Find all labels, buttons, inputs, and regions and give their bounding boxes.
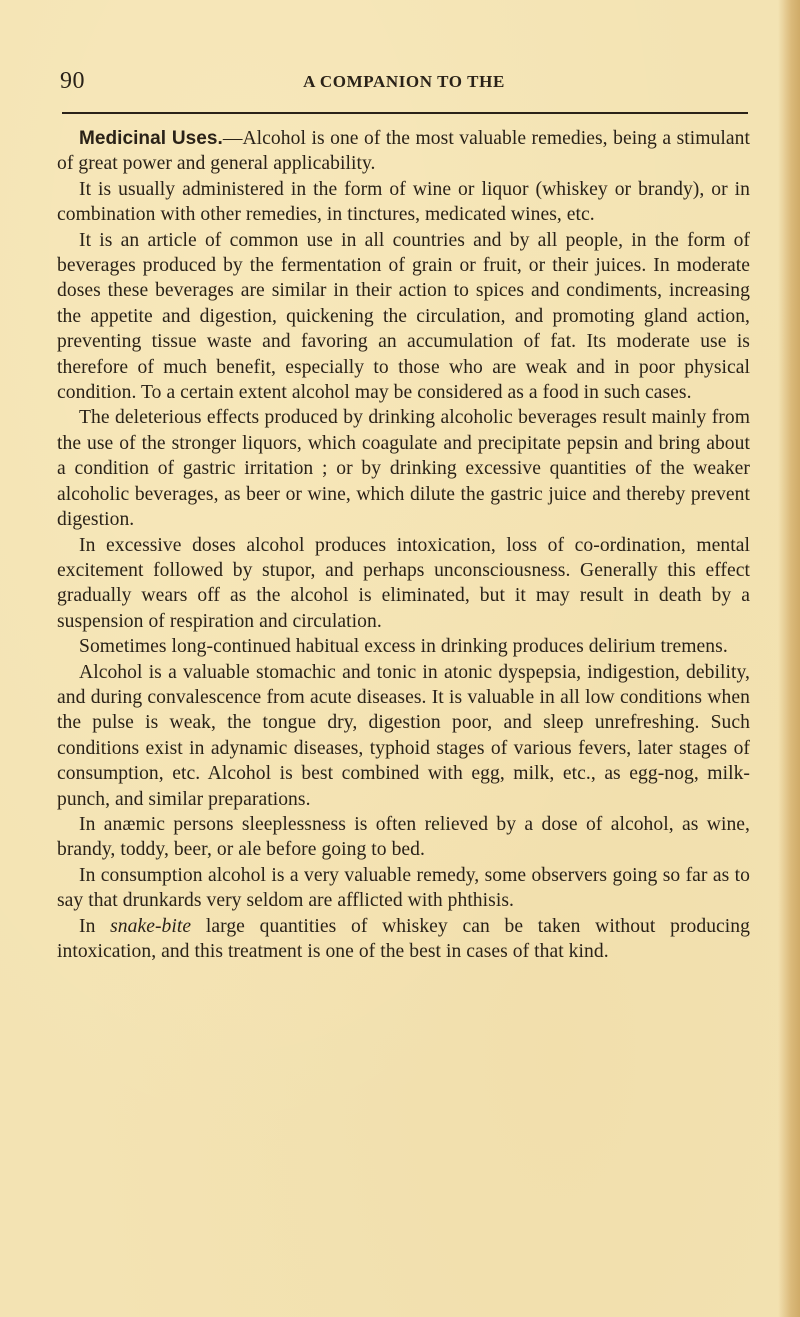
paragraph-10-prefix: In [79,915,111,937]
running-title: A COMPANION TO THE [303,72,505,91]
running-head [60,68,748,98]
paragraph-10 [57,914,750,965]
page-number: 90 [60,68,85,94]
paragraph-7: Alcohol is a valuable stomachic and tonic in atonic dyspepsia, indigestion, debility, and during convalescence from acute diseases. It is valuable in all low conditions when the pulse is weak, the tongue dry, digestion poor, and sleep unrefreshing. Such conditions exist in adynamic diseases, typhoid stages of various fevers, later stages of consumption, etc. Alcohol is best combined with egg, milk, etc., as egg-nog, milk-punch, and similar preparations. [57,661,750,810]
body-text [57,126,750,964]
italic-term: snake-bite [110,915,192,937]
header-rule [62,112,748,114]
paragraph-1 [57,126,750,177]
paragraph-10-text: large quantities of whiskey can be taken without producing intoxication, and this treatment is one of the best in cases of that kind. [57,915,750,962]
paragraph-6: Sometimes long-continued habitual excess in drinking produces delirium tremens. [79,636,728,658]
page-edge-shadow [778,0,800,1317]
paragraph-2: It is usually administered in the form of wine or liquor (whiskey or brandy), or in combination with other remedies, in tinctures, medicated wines, etc. [57,178,750,226]
paragraph-3: It is an article of common use in all countries and by all people, in the form of beverages produced by the fermentation of grain or fruit, or their juices. In moderate doses these beverages are similar in their action to spices and condiments, increasing the appetite and digestion, quickening the circulation, and promoting gland action, preventing tissue waste and favoring an accumulation of fat. Its moderate use is therefore of much benefit, especially to those who are weak and in poor physical condition. To a certain extent alcohol may be considered as a food in such cases. [57,229,750,404]
paragraph-9: In consumption alcohol is a very valuable remedy, some observers going so far as to say that drunkards very seldom are afflicted with phthisis. [57,864,750,912]
paragraph-1-text: —Alcohol is one of the most valuable remedies, being a stimulant of great power and general applicability. [57,128,750,175]
paragraph-4: The deleterious effects produced by drinking alcoholic beverages result mainly from the use of the stronger liquors, which coagulate and precipitate pepsin and bring about a condition of gastric irritation ; or by drinking excessive quantities of the weaker alcoholic beverages, as beer or wine, which dilute the gastric juice and thereby prevent digestion. [57,407,750,531]
paragraph-8: In anæmic persons sleeplessness is often relieved by a dose of alcohol, as wine, brandy, toddy, beer, or ale before going to bed. [57,813,750,861]
paragraph-5: In excessive doses alcohol produces intoxication, loss of co-ordination, mental excitement followed by stupor, and perhaps unconsciousness. Generally this effect gradually wears off as the alcohol is eliminated, but it may result in death by a suspension of respiration and circulation. [57,534,750,632]
section-heading: Medicinal Uses. [79,128,223,149]
